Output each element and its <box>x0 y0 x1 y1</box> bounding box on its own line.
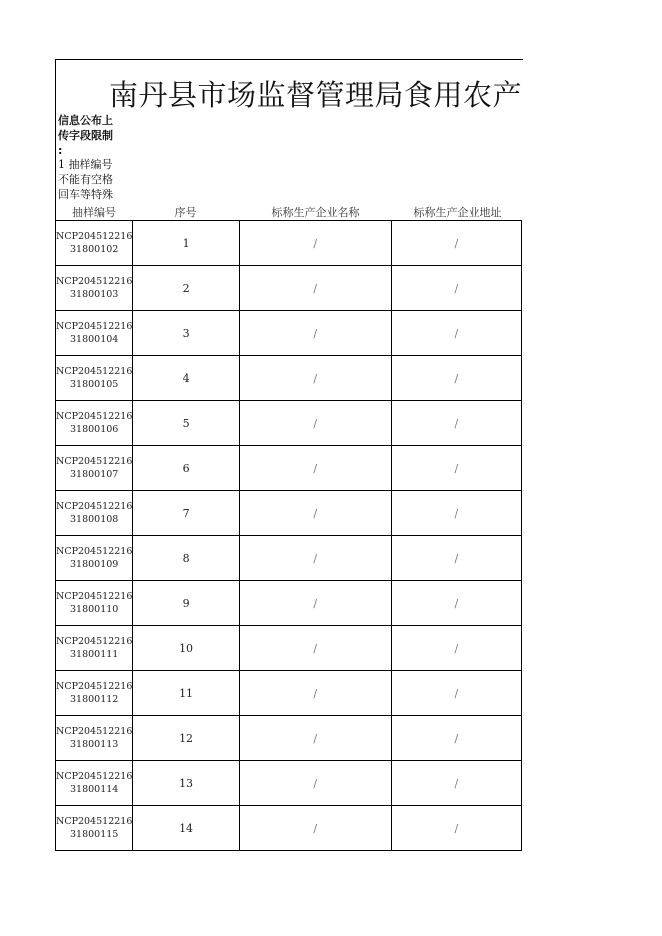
note-line-6: 回车等特殊 <box>58 188 113 201</box>
code-part-2: 31800110 <box>70 604 119 615</box>
cell-code <box>56 356 133 401</box>
note-area <box>55 112 523 206</box>
code-part-1: NCP204512216 <box>56 411 133 422</box>
code-part-1: NCP204512216 <box>56 546 133 557</box>
note-line-4: 1 抽样编号 <box>58 158 113 171</box>
code-part-1: NCP204512216 <box>56 276 133 287</box>
table-header <box>55 206 523 220</box>
cell-addr: / <box>391 761 521 806</box>
cell-addr: / <box>391 716 521 761</box>
code-part-2: 31800112 <box>70 694 119 705</box>
cell-code <box>56 671 133 716</box>
cell-seq: 13 <box>133 761 239 806</box>
cell-name: / <box>239 491 391 536</box>
table-row <box>56 716 522 761</box>
code-part-2: 31800106 <box>70 424 119 435</box>
cell-addr: / <box>391 626 521 671</box>
cell-seq: 14 <box>133 806 239 851</box>
code-part-1: NCP204512216 <box>56 816 133 827</box>
code-part-1: NCP204512216 <box>56 231 133 242</box>
cell-addr: / <box>391 311 521 356</box>
code-part-2: 31800103 <box>70 289 119 300</box>
code-part-2: 31800104 <box>70 334 119 345</box>
code-part-1: NCP204512216 <box>56 681 133 692</box>
table-row <box>56 626 522 671</box>
note-line-1: 信息公布上 <box>58 114 113 127</box>
sample-table <box>55 220 522 851</box>
header-addr: 标称生产企业地址 <box>413 206 502 219</box>
cell-code <box>56 221 133 266</box>
note-line-3: : <box>58 144 63 157</box>
cell-name: / <box>239 401 391 446</box>
cell-name: / <box>239 356 391 401</box>
code-part-1: NCP204512216 <box>56 321 133 332</box>
cell-addr: / <box>391 266 521 311</box>
table-row <box>56 266 522 311</box>
cell-name: / <box>239 671 391 716</box>
cell-name: / <box>239 581 391 626</box>
table-row <box>56 671 522 716</box>
table-row <box>56 356 522 401</box>
code-part-2: 31800114 <box>70 784 119 795</box>
code-part-1: NCP204512216 <box>56 366 133 377</box>
code-part-1: NCP204512216 <box>56 636 133 647</box>
cell-seq: 12 <box>133 716 239 761</box>
cell-code <box>56 446 133 491</box>
cell-code <box>56 536 133 581</box>
code-part-2: 31800105 <box>70 379 119 390</box>
cell-seq: 8 <box>133 536 239 581</box>
cell-code <box>56 806 133 851</box>
cell-addr: / <box>391 671 521 716</box>
cell-seq: 11 <box>133 671 239 716</box>
title-area <box>55 59 523 113</box>
cell-name: / <box>239 716 391 761</box>
table-row <box>56 221 522 266</box>
cell-code <box>56 716 133 761</box>
cell-code <box>56 311 133 356</box>
code-part-1: NCP204512216 <box>56 726 133 737</box>
code-part-1: NCP204512216 <box>56 771 133 782</box>
cell-addr: / <box>391 536 521 581</box>
page-title: 南丹县市场监督管理局食用农产 <box>109 78 523 112</box>
cell-seq: 5 <box>133 401 239 446</box>
table-row <box>56 401 522 446</box>
cell-seq: 1 <box>133 221 239 266</box>
code-part-2: 31800107 <box>70 469 119 480</box>
cell-code <box>56 266 133 311</box>
cell-name: / <box>239 806 391 851</box>
code-part-1: NCP204512216 <box>56 456 133 467</box>
cell-name: / <box>239 536 391 581</box>
table-row <box>56 761 522 806</box>
cell-addr: / <box>391 806 521 851</box>
cell-name: / <box>239 761 391 806</box>
cell-code <box>56 491 133 536</box>
cell-seq: 10 <box>133 626 239 671</box>
cell-name: / <box>239 311 391 356</box>
cell-code <box>56 626 133 671</box>
cell-addr: / <box>391 446 521 491</box>
code-part-2: 31800108 <box>70 514 119 525</box>
cell-code <box>56 581 133 626</box>
table-row <box>56 311 522 356</box>
cell-code <box>56 761 133 806</box>
cell-name: / <box>239 221 391 266</box>
header-name: 标称生产企业名称 <box>271 206 360 219</box>
cell-seq: 6 <box>133 446 239 491</box>
cell-seq: 3 <box>133 311 239 356</box>
code-part-2: 31800109 <box>70 559 119 570</box>
cell-name: / <box>239 446 391 491</box>
table-row <box>56 446 522 491</box>
note-line-5: 不能有空格 <box>58 173 113 186</box>
cell-name: / <box>239 626 391 671</box>
code-part-1: NCP204512216 <box>56 501 133 512</box>
cell-addr: / <box>391 401 521 446</box>
cell-addr: / <box>391 221 521 266</box>
note-line-2: 传字段限制 <box>58 129 113 142</box>
table-row <box>56 806 522 851</box>
code-part-2: 31800111 <box>70 649 119 660</box>
cell-addr: / <box>391 491 521 536</box>
cell-name: / <box>239 266 391 311</box>
header-seq: 序号 <box>174 206 197 219</box>
cell-addr: / <box>391 356 521 401</box>
cell-seq: 7 <box>133 491 239 536</box>
code-part-2: 31800115 <box>70 829 119 840</box>
code-part-1: NCP204512216 <box>56 591 133 602</box>
table-row <box>56 581 522 626</box>
cell-seq: 4 <box>133 356 239 401</box>
cell-code <box>56 401 133 446</box>
cell-seq: 9 <box>133 581 239 626</box>
table-row <box>56 536 522 581</box>
cell-addr: / <box>391 581 521 626</box>
cell-seq: 2 <box>133 266 239 311</box>
code-part-2: 31800113 <box>70 739 119 750</box>
table-row <box>56 491 522 536</box>
code-part-2: 31800102 <box>70 244 119 255</box>
header-code: 抽样编号 <box>72 206 116 219</box>
